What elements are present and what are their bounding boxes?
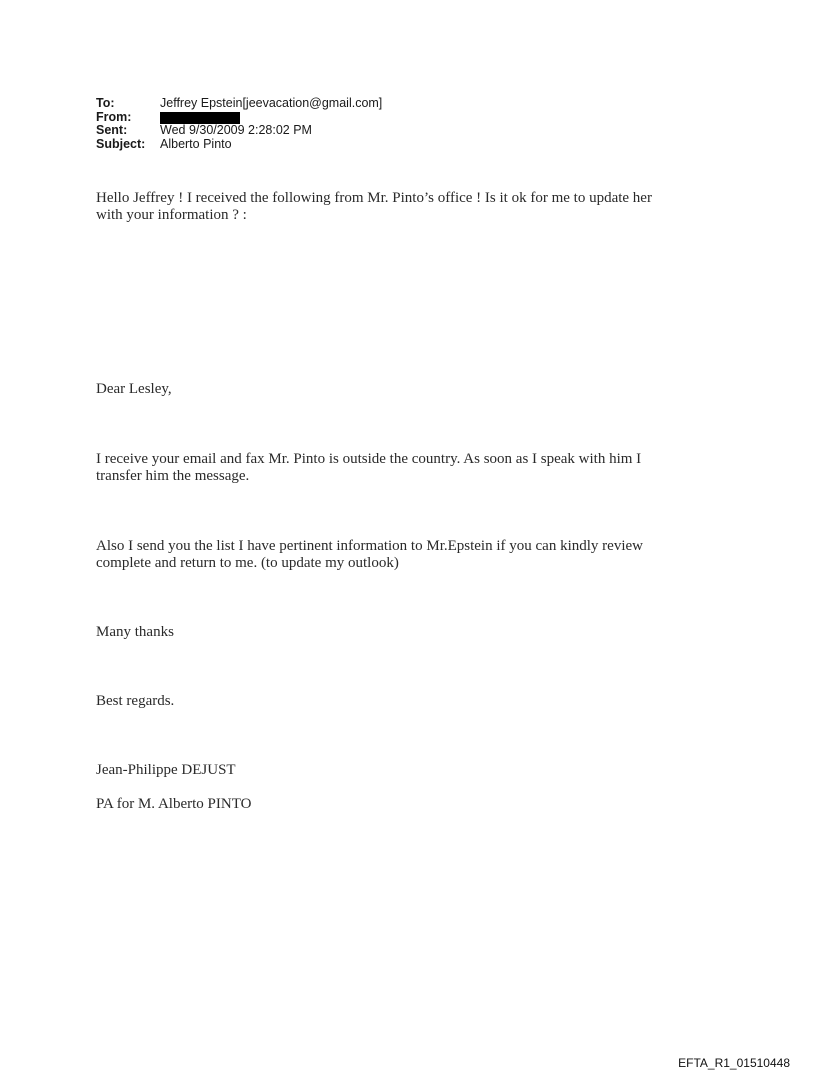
to-value: Jeffrey Epstein[jeevacation@gmail.com] xyxy=(160,96,383,110)
intro-line-1: Hello Jeffrey ! I received the following from Mr. Pinto’s office ! Is it ok for me to update her xyxy=(96,190,652,206)
sent-row xyxy=(96,124,382,138)
paragraph-1-line-2: transfer him the message. xyxy=(96,468,250,484)
signature-name: Jean-Philippe DEJUST xyxy=(96,762,236,778)
sent-label: Sent: xyxy=(96,123,128,138)
paragraph-1 xyxy=(96,451,726,485)
document-id: EFTA_R1_01510448 xyxy=(678,1056,790,1070)
intro-line-2: with your information ? : xyxy=(96,207,247,223)
intro-paragraph xyxy=(96,190,726,224)
subject-label: Subject: xyxy=(96,136,146,151)
redaction-bar xyxy=(160,112,240,124)
paragraph-2-line-1: Also I send you the list I have pertinent information to Mr.Epstein if you can kindly review xyxy=(96,538,643,554)
email-header xyxy=(96,97,382,151)
paragraph-2-line-2: complete and return to me. (to update my outlook) xyxy=(96,555,399,571)
sent-value: Wed 9/30/2009 2:28:02 PM xyxy=(160,123,312,138)
from-label: From: xyxy=(96,109,132,124)
thanks-line: Many thanks xyxy=(96,624,174,640)
to-row xyxy=(96,97,382,111)
greeting: Dear Lesley, xyxy=(96,381,172,397)
from-row xyxy=(96,111,382,125)
regards-line: Best regards. xyxy=(96,693,175,709)
signature-title: PA for M. Alberto PINTO xyxy=(96,796,252,812)
paragraph-1-line-1: I receive your email and fax Mr. Pinto is outside the country. As soon as I speak with him I xyxy=(96,451,642,467)
paragraph-2 xyxy=(96,538,726,572)
subject-row xyxy=(96,138,382,152)
subject-value: Alberto Pinto xyxy=(160,136,232,151)
to-label: To: xyxy=(96,96,115,110)
